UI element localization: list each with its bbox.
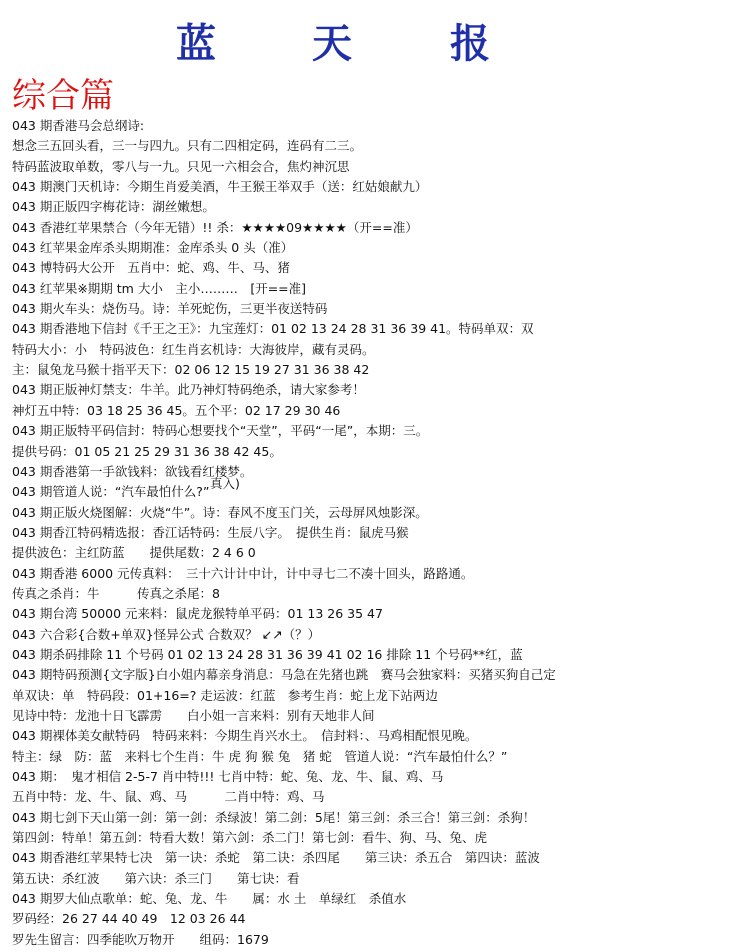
text-line: 见诗中特：龙池十日飞霹雳 白小姐一言来料：别有天地非人间 xyxy=(12,707,375,723)
section-heading: 综合篇 xyxy=(12,76,114,116)
text-line: 043 期正版神灯禁支：牛羊。此乃神灯特码绝杀，请大家参考！ xyxy=(12,382,365,398)
text-line: 043 期特码预测{文字版}白小姐内幕亲身消息：马急在先猪也跳 赛马会独家料：买猪买狗自己定 xyxy=(12,667,556,683)
text-line: 043 期香港马会总纲诗: xyxy=(12,118,145,133)
text-line: 043 期香港 6000 元传真料： 三十六计计中计，计中寻七二不凑十回头，路路通。 xyxy=(12,565,474,581)
text-line: 043 期香港红苹果特七决 第一诀：杀蛇 第二诀：杀四尾 第三诀：杀五合 第四诀：蓝波 xyxy=(12,850,540,866)
text-line: 043 期杀码排除 11 个号码 01 02 13 24 28 31 36 39 41 02 16 排除 11 个号码**红，蓝 xyxy=(12,646,523,662)
title-char-2: 天 xyxy=(312,20,352,67)
text-line: 神灯五中特：03 18 25 36 45。五个平：02 17 29 30 46 xyxy=(12,402,341,418)
text-line: 043 期香港地下信封《千王之王》：九宝莲灯：01 02 13 24 28 31 36 39 41。特码单双：双 xyxy=(12,321,534,337)
title-char-1: 蓝 xyxy=(176,20,216,67)
text-line: 043 香港红苹果禁合（今年无错）!! 杀：★★★★09★★★★（开==准） xyxy=(12,219,418,235)
text-line: 提供波色：主红防蓝 提供尾数：2 4 6 0 xyxy=(12,545,256,561)
text-line: 特主：绿 防：蓝 来料七个生肖：牛 虎 狗 猴 兔 猪 蛇 管道人说：“汽车最怕什么？” xyxy=(12,748,508,764)
text-line: 043 期澳门天机诗：今期生肖爱美酒，牛王猴王举双手（送：红姑娘献九） xyxy=(12,179,428,195)
text-line: 特码蓝波取单数，零八与一九。只见一六相会合，焦灼神沉思 xyxy=(12,158,350,174)
text-line: 043 期正版四字梅花诗：湖丝嫩想。 xyxy=(12,199,215,215)
overlay-text: 真入) xyxy=(210,476,240,491)
text-line: 043 期裸体美女献特码 特码来料：今期生肖兴水土。 信封料：、马鸡相配恨见晚。 xyxy=(12,728,478,744)
text-line: 043 期火车头：烧伤马。诗：羊死蛇伤，三更半夜送特码 xyxy=(12,301,328,317)
text-line: 五肖中特：龙、牛、鼠、鸡、马 二肖中特：鸡、马 xyxy=(12,789,325,805)
text-line: 单双诀：单 特码段：01+16=? 走运波：红蓝 参考生肖：蛇上龙下站两边 xyxy=(12,687,438,703)
text-line: 特码大小：小 特码波色：红生肖玄机诗：大海彼岸，藏有灵码。 xyxy=(12,341,375,357)
newspaper-title xyxy=(0,6,738,66)
text-line: 罗码经：26 27 44 40 49 12 03 26 44 xyxy=(12,911,246,927)
text-line: 043 红苹果金库杀头期期准：金库杀头 0 头（准） xyxy=(12,240,294,256)
text-line: 043 六合彩{合数+单双}怪异公式 合数双？ ↙↗（？） xyxy=(12,626,321,642)
text-line: 043 期正版特平码信封：特码心想要找个“天堂”，平码“一尾”，本期：三。 xyxy=(12,423,429,439)
text-line: 043 期七剑下天山第一剑：第一剑：杀绿波！第二剑：5尾！第三剑：杀三合！第三剑：杀狗！ xyxy=(12,809,536,825)
text-line: 043 期罗大仙点歌单：蛇、兔、龙、牛 属：水 土 单绿红 杀值水 xyxy=(12,891,407,907)
text-line: 主：鼠兔龙马猴十指平天下：02 06 12 15 19 27 31 36 38 42 xyxy=(12,362,370,378)
text-line: 提供号码：01 05 21 25 29 31 36 38 42 45。 xyxy=(12,443,282,459)
content-lines xyxy=(12,116,734,950)
text-line: 043 期台湾 50000 元来料：鼠虎龙猴特单平码：01 13 26 35 47 xyxy=(12,606,383,622)
text-line: 043 博特码大公开 五肖中：蛇、鸡、牛、马、猪 xyxy=(12,260,290,276)
text-line: 第五诀：杀红波 第六诀：杀三门 第七诀：看 xyxy=(12,870,300,886)
text-line: 043 期管道人说：“汽车最怕什么?” xyxy=(12,484,210,500)
text-line: 043 期： 鬼才相信 2-5-7 肖中特!!! 七肖中特：蛇、兔、龙、牛、鼠、鸡、马 xyxy=(12,769,444,784)
text-line: 第四剑：特单！第五剑：特看大数！第六剑：杀二门！第七剑：看牛、狗、马、兔、虎 xyxy=(12,830,488,846)
text-line: 想念三五回头看，三一与四九。只有二四相定码，连码有二三。 xyxy=(12,138,363,154)
text-line: 043 期正版火烧图解：火烧“牛”。诗：春风不度玉门关，云母屏风烛影深。 xyxy=(12,504,428,520)
text-line: 043 期香港第一手欲钱料：欲钱看红楼梦。 xyxy=(12,463,253,479)
title-char-3: 报 xyxy=(450,20,490,67)
text-line: 043 期香江特码精选报：香江话特码：生辰八字。 提供生肖：鼠虎马猴 xyxy=(12,524,409,540)
text-line: 罗先生留言：四季能吹万物开 组码：1679 xyxy=(12,931,269,947)
text-line: 043 红苹果※期期 tm 大小 主小……… [开==准] xyxy=(12,280,307,296)
text-line: 传真之杀肖：牛 传真之杀尾：8 xyxy=(12,585,220,601)
